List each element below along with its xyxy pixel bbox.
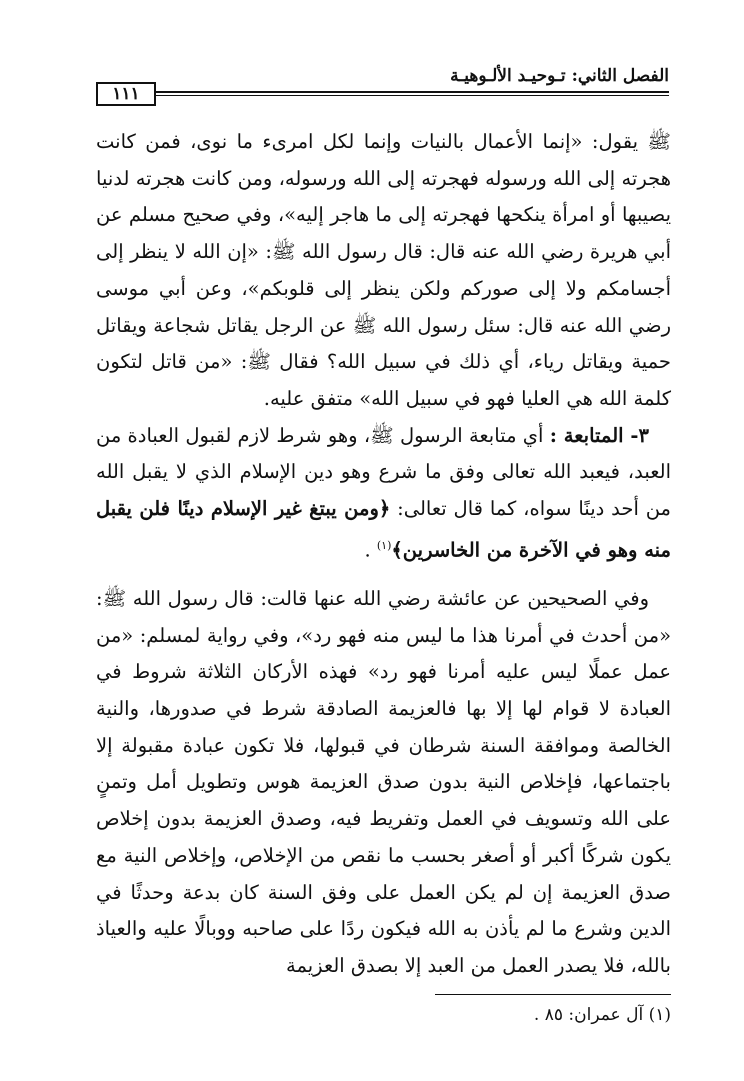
paragraph-2	[96, 418, 671, 569]
section-label: ٣- المتابعة :	[549, 423, 649, 447]
footnote: (١) آل عمران: ٨٥ .	[533, 1005, 671, 1025]
page-header	[96, 60, 669, 110]
body-text	[96, 124, 671, 985]
chapter-title: الفصل الثاني: تـوحيـد الألـوهيـة	[450, 66, 669, 86]
quran-quote: ﴿ومن يبتغ غير الإسلام دينًا فلن يقبل منه وهو في الآخرة من الخاسرين﴾	[96, 497, 671, 562]
page-number: ١١١	[96, 82, 156, 106]
footnote-reference: (١)	[376, 538, 392, 552]
paragraph-1: ﷺ يقول: «إنما الأعمال بالنيات وإنما لكل امرىء ما نوى، فمن كانت هجرته إلى الله ورسوله فهجرته إلى الله ورسوله، ومن كانت هجرته لدنيا يصيبها أو امرأة ينكحها فهجرته إلى ما هاجر إليه»، وفي صحيح مسلم عن أبي هريرة رضي الله عنه قال: قال رسول الله ﷺ: «إن الله لا ينظر إلى أجسامكم ولا إلى صوركم ولكن ينظر إلى قلوبكم»، وعن أبي موسى رضي الله عنه قال: سئل رسول الله ﷺ عن الرجل يقاتل شجاعة ويقاتل حمية ويقاتل رياء، أي ذلك في سبيل الله؟ فقال ﷺ: «من قاتل لتكون كلمة الله هي العليا فهو في سبيل الله» متفق عليه.	[96, 130, 671, 410]
paragraph-2-end: .	[364, 538, 371, 562]
footnote-divider	[435, 994, 671, 995]
paragraph-2-text: أي متابعة الرسول ﷺ، وهو شرط لازم لقبول العبادة من العبد، فيعبد الله تعالى وفق ما شرع وهو دين الإسلام الذي لا يقبل الله من أحد دينًا سواه، كما قال تعالى:	[96, 423, 672, 521]
paragraph-3: وفي الصحيحين عن عائشة رضي الله عنها قالت: قال رسول الله ﷺ: «من أحدث في أمرنا هذا ما ليس منه فهو رد»، وفي رواية لمسلم: «من عمل عملًا ليس عليه أمرنا فهو رد» فهذه الأركان الثلاثة شروط في العبادة لا قوام لها إلا بها فالعزيمة الصادقة شرط في صدورها، والنية الخالصة وموافقة السنة شرطان في قبولها، فلا تكون عبادة مقبولة إلا باجتماعها، فإخلاص النية بدون صدق العزيمة هوس وتطويل أمل وتمنٍ على الله وتسويف في العمل وتفريط فيه، وصدق العزيمة بدون إخلاص يكون شركًا أكبر أو أصغر بحسب ما نقص من الإخلاص، وإخلاص النية مع صدق العزيمة إن لم يكن العمل على وفق السنة كان بدعة وحدثًا في الدين وشرع ما لم يأذن به الله فيكون ردًا على صاحبه ووبالًا عليه والعياذ بالله، فلا يصدر العمل من العبد إلا بصدق العزيمة	[96, 586, 671, 977]
header-rule	[156, 91, 669, 96]
